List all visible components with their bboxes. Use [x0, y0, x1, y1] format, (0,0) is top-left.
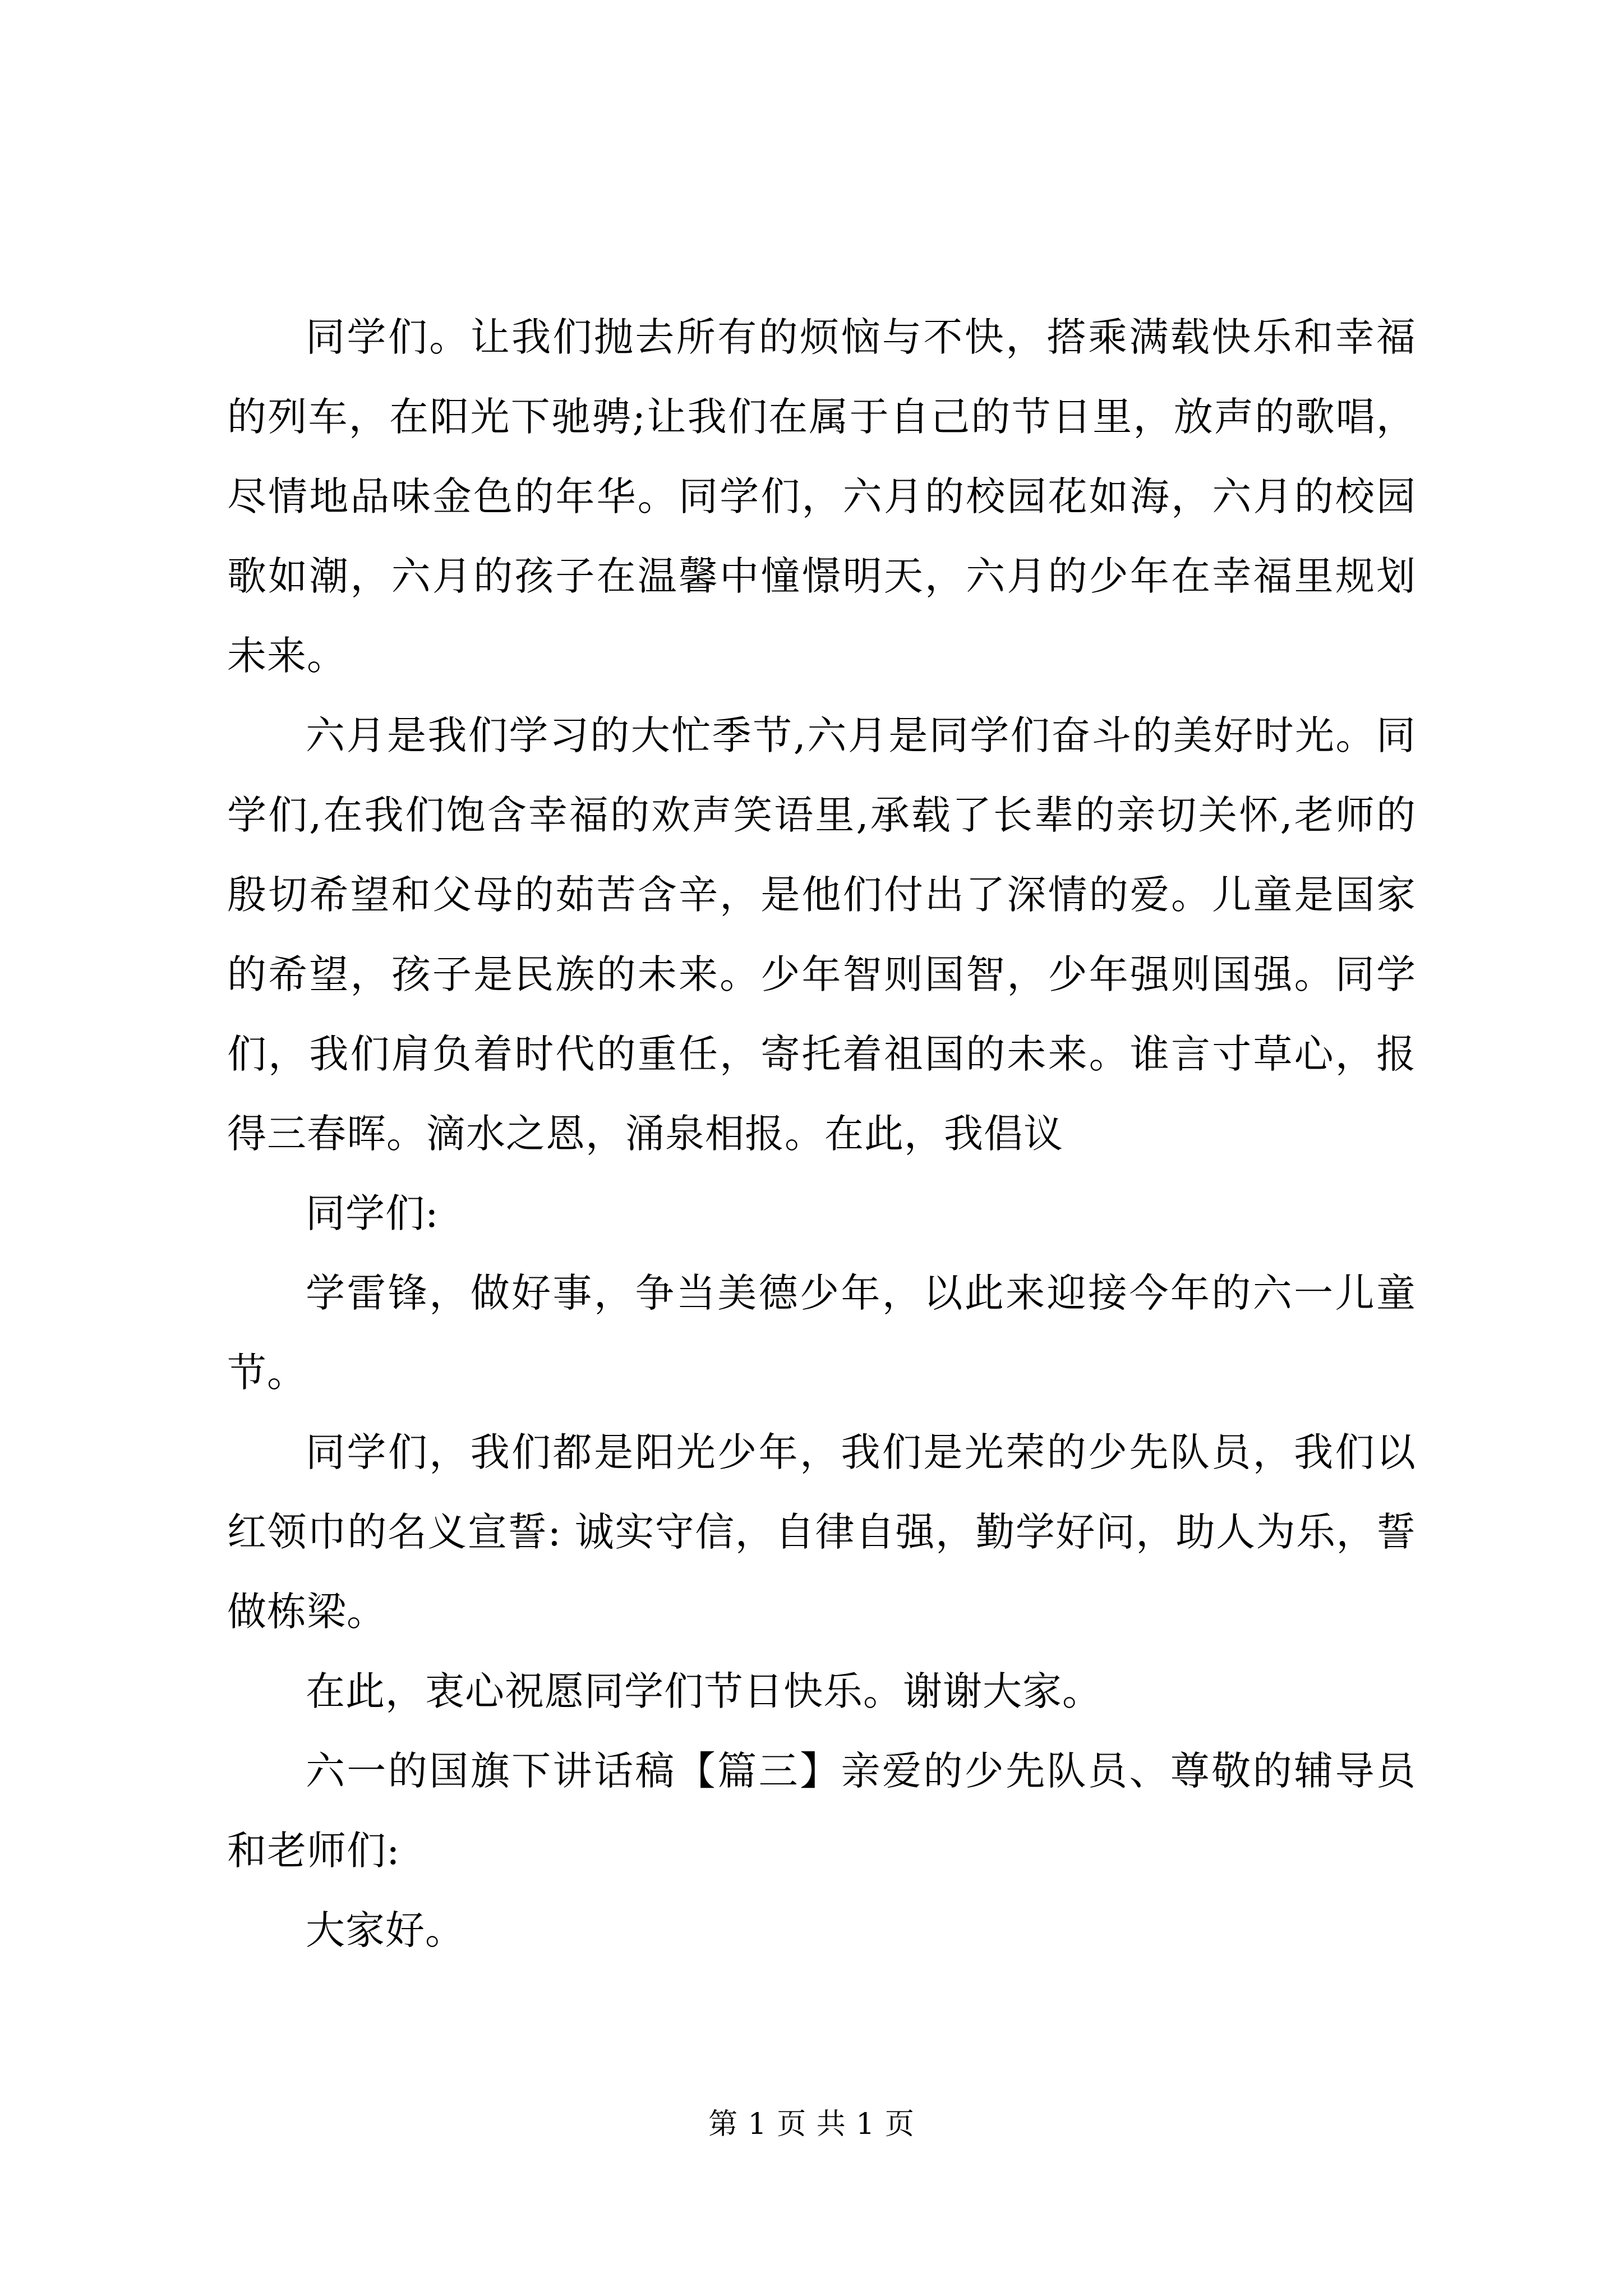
document-body	[227, 297, 1416, 1970]
paragraph: 同学们，我们都是阳光少年，我们是光荣的少先队员，我们以红领巾的名义宣誓: 诚实守信，自律自强，勤学好问，助人为乐，誓做栋梁。	[227, 1429, 1416, 1635]
paragraph: 同学们。让我们抛去所有的烦恼与不快，搭乘满载快乐和幸福的列车，在阳光下驰骋;让我们在属于自己的节日里，放声的歌唱，尽情地品味金色的年华。同学们，六月的校园花如海，六月的校园歌如潮，六月的孩子在温馨中憧憬明天，六月的少年在幸福里规划未来。	[227, 314, 1416, 679]
paragraph: 六月是我们学习的大忙季节,六月是同学们奋斗的美好时光。同学们,在我们饱含幸福的欢声笑语里,承载了长辈的亲切关怀,老师的殷切希望和父母的茹苦含辛，是他们付出了深情的爱。儿童是国家的希望，孩子是民族的未来。少年智则国智，少年强则国强。同学们，我们肩负着时代的重任，寄托着祖国的未来。谁言寸草心，报得三春晖。滴水之恩，涌泉相报。在此，我倡议	[227, 712, 1416, 1157]
paragraph: 大家好。	[306, 1907, 465, 1953]
paragraph: 同学们:	[306, 1190, 439, 1236]
page-number-footer: 第 1 页 共 1 页	[708, 2108, 915, 2141]
paragraph: 六一的国旗下讲话稿【篇三】亲爱的少先队员、尊敬的辅导员和老师们:	[227, 1748, 1416, 1874]
paragraph: 在此，衷心祝愿同学们节日快乐。谢谢大家。	[306, 1668, 1102, 1714]
paragraph: 学雷锋，做好事，争当美德少年，以此来迎接今年的六一儿童节。	[227, 1270, 1416, 1396]
